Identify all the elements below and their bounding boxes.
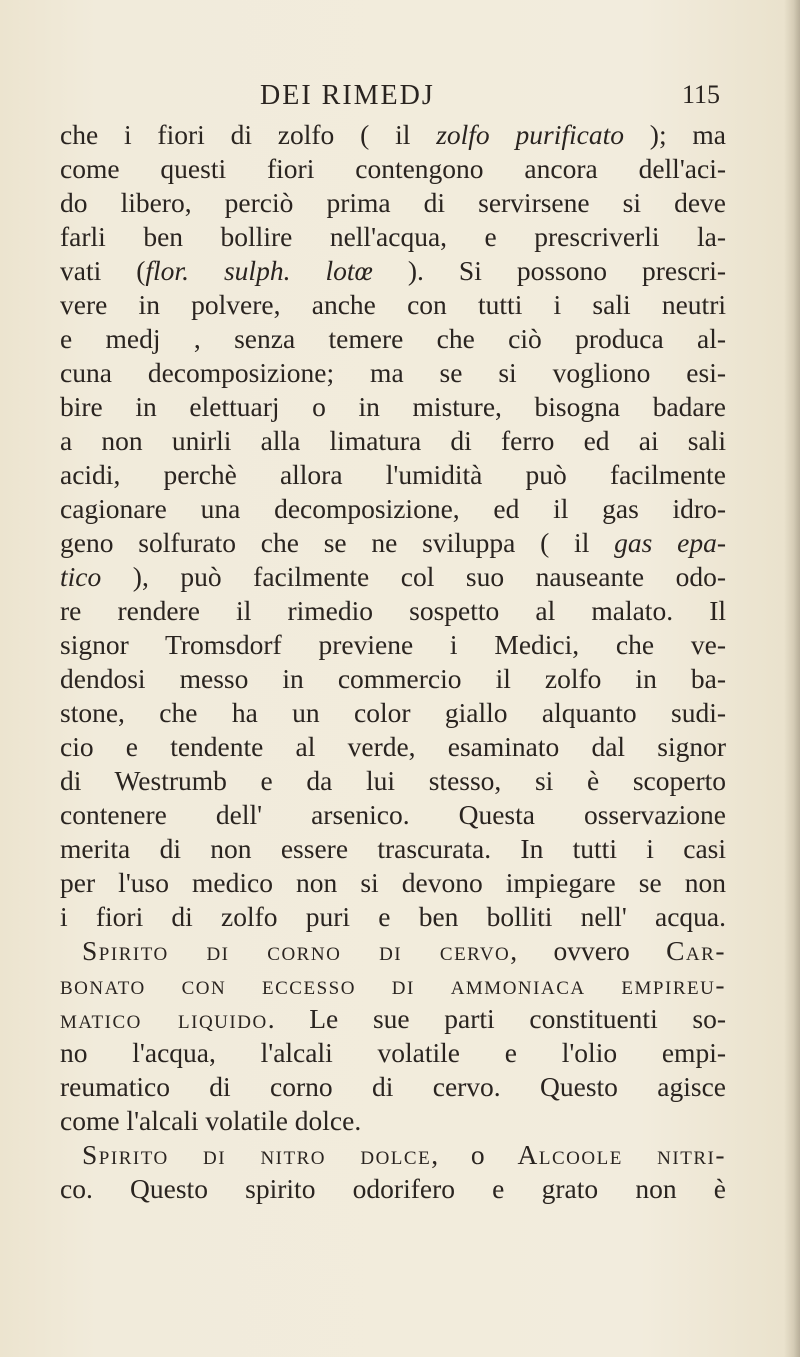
text-line: bire in elettuarj o in misture, bisogna badare [60, 391, 726, 422]
text-line: cio e tendente al verde, esaminato dal signor [60, 731, 726, 762]
text-line: farli ben bollire nell'acqua, e prescriverli la- [60, 221, 726, 252]
text-line: contenere dell' arsenico. Questa osservazione [60, 799, 726, 830]
text-line: di Westrumb e da lui stesso, si è scoperto [60, 765, 726, 796]
entry-heading-line: Spirito di corno di cervo, ovvero Car- [82, 935, 726, 966]
body-text [60, 118, 726, 1206]
text-line: tico ), può facilmente col suo nauseante odo- [60, 561, 726, 592]
text-line: vere in polvere, anche con tutti i sali neutri [60, 289, 726, 320]
running-title: DEI RIMEDJ [260, 80, 435, 111]
text-line: cuna decomposizione; ma se si vogliono esi- [60, 357, 726, 388]
text-line: merita di non essere trascurata. In tutti i casi [60, 833, 726, 864]
text-line: signor Tromsdorf previene i Medici, che ve- [60, 629, 726, 660]
text-line: matico liquido. Le sue parti constituenti so- [60, 1003, 727, 1034]
entry-heading-line: Spirito di nitro dolce, o Alcoole nitri- [82, 1139, 726, 1170]
text-line: che i fiori di zolfo ( il zolfo purificato ); ma [60, 119, 727, 150]
page-header [60, 80, 720, 120]
text-line: no l'acqua, l'alcali volatile e l'olio empi- [60, 1037, 726, 1068]
text-line: come l'alcali volatile dolce. [60, 1105, 362, 1136]
text-line: a non unirli alla limatura di ferro ed ai sali [60, 425, 726, 456]
text-line: vati (flor. sulph. lotœ ). Si possono prescri- [60, 255, 726, 286]
text-line: do libero, perciò prima di servirsene si deve [60, 187, 726, 218]
text-line: i fiori di zolfo puri e ben bolliti nell' acqua. [60, 901, 726, 932]
page-edge-shadow [784, 0, 800, 1357]
text-line: cagionare una decomposizione, ed il gas idro- [60, 493, 726, 524]
text-line: geno solfurato che se ne sviluppa ( il gas epa- [60, 527, 726, 558]
text-line: come questi fiori contengono ancora dell'aci- [60, 153, 726, 184]
text-line: e medj , senza temere che ciò produca al- [60, 323, 726, 354]
text-line: co. Questo spirito odorifero e grato non è [60, 1173, 726, 1204]
text-line: acidi, perchè allora l'umidità può facilmente [60, 459, 726, 490]
page-number: 115 [681, 80, 720, 109]
text-line: stone, che ha un color giallo alquanto sudi- [60, 697, 726, 728]
text-line: per l'uso medico non si devono impiegare se non [60, 867, 726, 898]
entry-heading-line: bonato con eccesso di ammoniaca empireu- [60, 969, 726, 1000]
text-line: reumatico di corno di cervo. Questo agisce [60, 1071, 726, 1102]
text-line: re rendere il rimedio sospetto al malato. Il [60, 595, 726, 626]
text-line: dendosi messo in commercio il zolfo in ba- [60, 663, 726, 694]
